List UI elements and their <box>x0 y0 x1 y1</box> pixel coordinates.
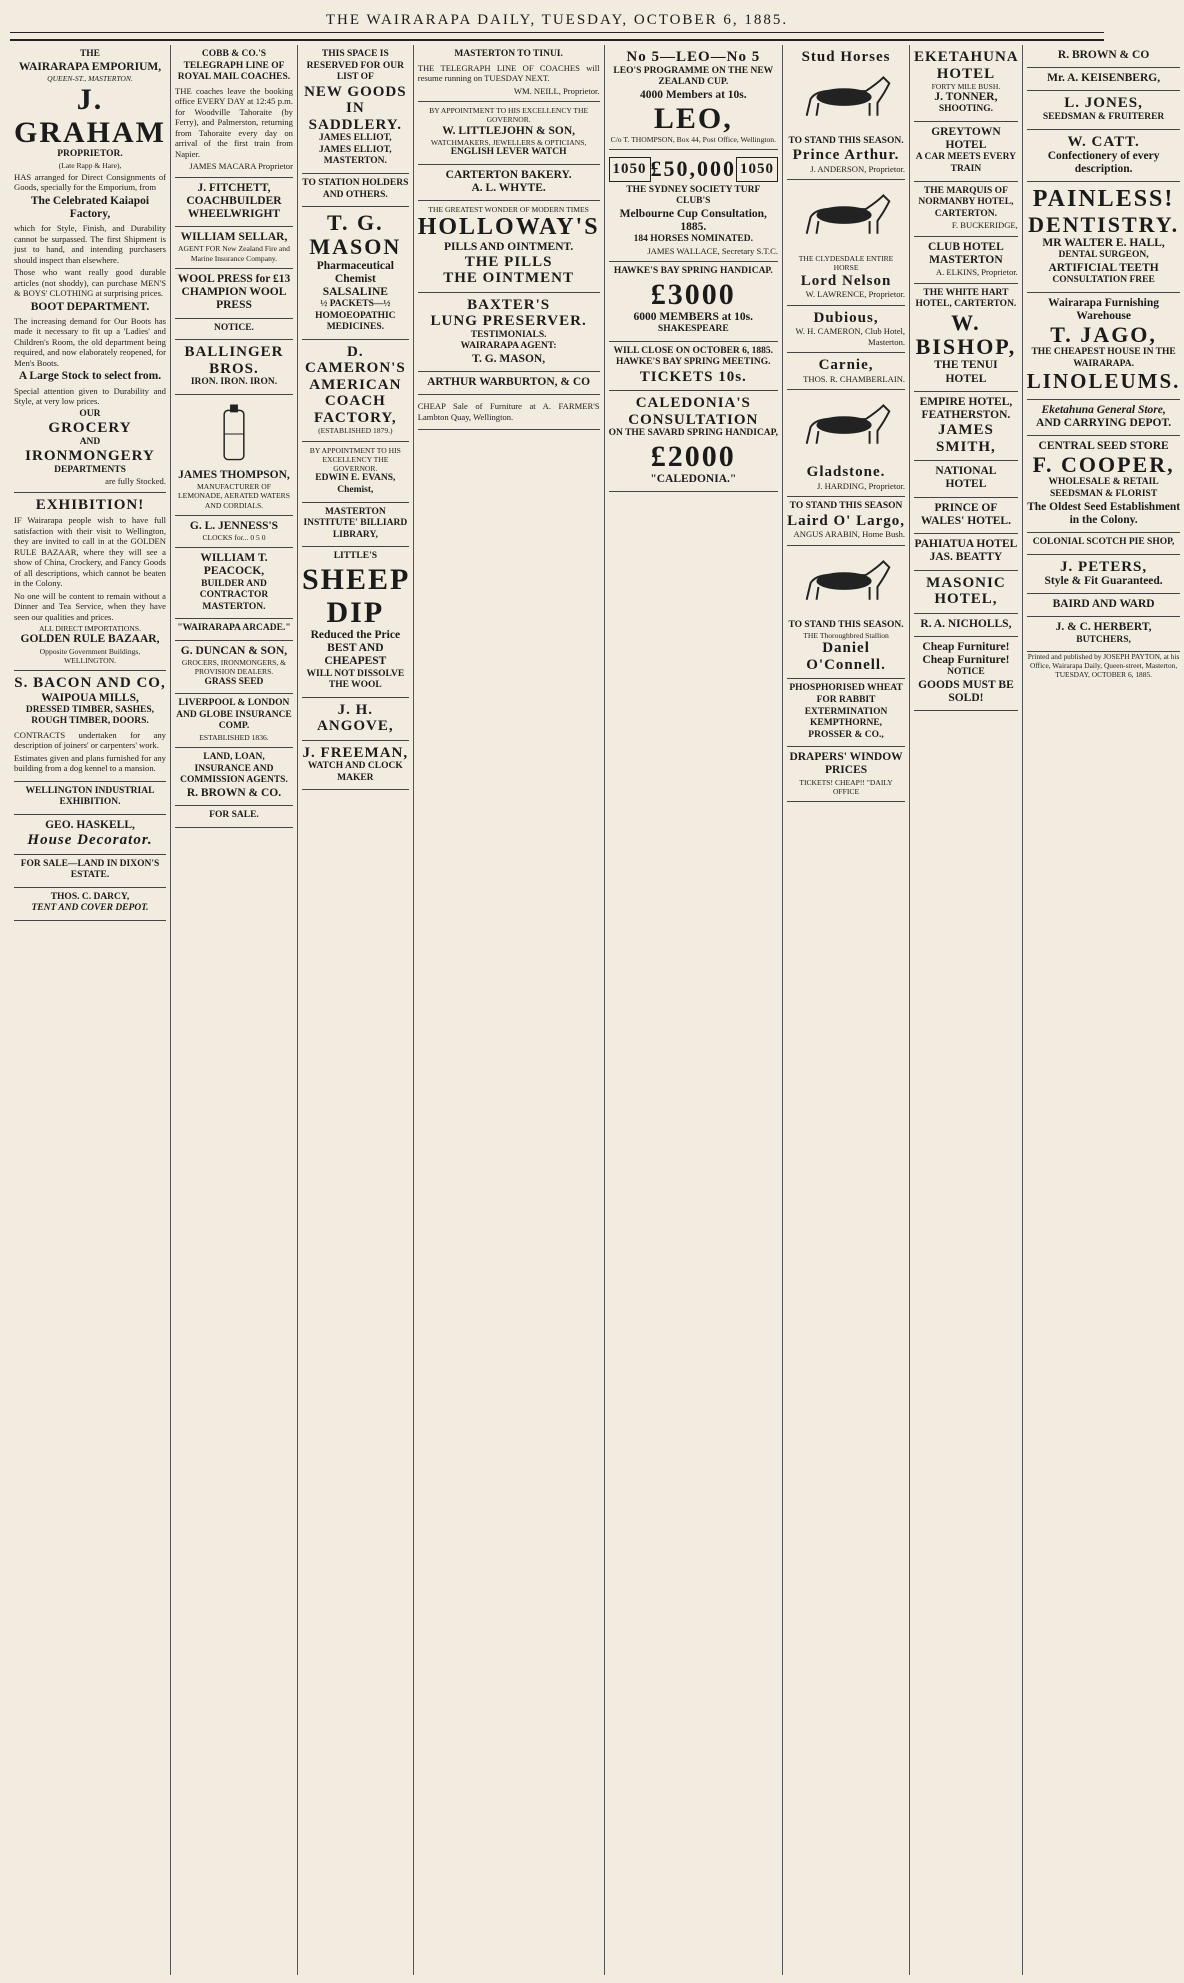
peacock-heading: WILLIAM T. PEACOCK, <box>200 552 268 578</box>
emporium-para-1: HAS arranged for Direct Consignments of Goods, specially for the Emporium, from <box>14 171 166 193</box>
evans-ad <box>302 442 409 503</box>
warburton-heading: ARTHUR WARBURTON, & CO <box>427 376 591 389</box>
holloway-heading: HOLLOWAY'S <box>417 214 600 241</box>
teeth-heading: ARTIFICIAL TEETH <box>1048 261 1159 274</box>
ballinger-ad <box>175 340 293 395</box>
tonner-heading: J. TONNER, <box>934 91 998 104</box>
bacon-heading: S. BACON AND CO, <box>14 675 166 692</box>
clyde-label: THE CLYDESDALE ENTIRE HORSE <box>798 254 894 273</box>
imprint: Printed and published by JOSEPH PAYTON, at his Office, Wairarapa Daily, Queen-street, Masterton, TUESDAY, OCTOBER 6, 1885. <box>1027 652 1180 680</box>
furniture-ad <box>914 637 1018 711</box>
iron-label: IRON. IRON. IRON. <box>190 377 278 388</box>
duncan-heading: G. DUNCAN & SON, <box>180 644 288 657</box>
catt-heading: W. CATT. <box>1067 133 1140 150</box>
arcade-heading: "WAIRARAPA ARCADE." <box>177 623 291 634</box>
leo-address: C/o T. THOMPSON, Box 44, Post Office, Wellington. <box>610 134 776 144</box>
dentistry-heading: DENTISTRY. <box>1028 211 1180 237</box>
freeman-ad <box>302 741 409 791</box>
holloway-ad <box>418 201 600 293</box>
oldest-heading: The Oldest Seed Establishment in the Colony. <box>1027 500 1181 526</box>
elliot-signature: JAMES ELLIOT, JAMES ELLIOT, MASTERTON. <box>319 133 392 167</box>
painless-heading: PAINLESS! <box>1032 186 1175 213</box>
watch-heading: WATCH AND CLOCK MAKER <box>307 761 403 783</box>
white-hart-heading: THE WHITE HART HOTEL, CARTERTON. <box>915 287 1017 310</box>
boot-heading: BOOT DEPARTMENT. <box>30 300 150 313</box>
littlejohn-sub: WATCHMAKERS, JEWELLERS & OPTICIANS, <box>430 137 587 147</box>
big-number-center: £50,000 <box>650 156 737 182</box>
national-hotel-ad <box>914 461 1018 497</box>
waipoua-heading: WAIPOUA MILLS, <box>41 691 139 704</box>
chemist-heading: Pharmaceutical Chemist <box>316 259 394 285</box>
grass-seed: GRASS SEED <box>204 676 264 687</box>
dixon-heading: FOR SALE—LAND IN DIXON'S ESTATE. <box>20 858 160 881</box>
stocked-label: are fully Stocked. <box>105 476 166 487</box>
horse-illustration-2 <box>787 188 905 250</box>
furniture-notice: NOTICE <box>947 667 985 678</box>
leo-name: LEO, <box>653 101 733 135</box>
big-number-left: 1050 <box>609 157 651 182</box>
empire-heading: EMPIRE HOTEL, FEATHERSTON. <box>919 395 1013 421</box>
cobb-heading: COBB & CO.'S TELEGRAPH LINE OF ROYAL MAIL COACHES. <box>177 49 291 83</box>
national-heading: NATIONAL HOTEL <box>935 465 997 491</box>
dental-label: DENTAL SURGEON, <box>1058 250 1149 261</box>
timber-label: DRESSED TIMBER, SASHES, ROUGH TIMBER, DOORS. <box>25 704 155 727</box>
pills-heading: PILLS AND OINTMENT. <box>444 240 574 253</box>
butchers-label: BUTCHERS, <box>1076 634 1131 645</box>
tenui-heading: THE TENUI HOTEL <box>934 359 998 385</box>
jago-ad <box>1027 293 1181 400</box>
column-6 <box>783 45 910 1975</box>
thoroughbred-label: THE Thoroughbred Stallion <box>803 631 889 641</box>
dissolve-heading: WILL NOT DISSOLVE THE WOOL <box>306 668 405 691</box>
stations-heading: TO STATION HOLDERS AND OTHERS. <box>302 177 409 200</box>
industrial-ad <box>14 782 166 815</box>
darcy-heading: THOS. C. DARCY, <box>50 891 130 902</box>
jenness-heading: G. L. JENNESS'S <box>189 519 279 532</box>
shakespeare-label: SHAKESPEARE <box>657 324 729 335</box>
best-heading: BEST AND CHEAPEST <box>324 642 387 668</box>
darcy-ad <box>14 888 166 921</box>
farmer-text: CHEAP Sale of Furniture at A. FARMER'S Lambton Quay, Wellington. <box>417 401 600 422</box>
sellar-heading: WILLIAM SELLAR, <box>180 231 288 244</box>
late-label: (Late Rapp & Hare), <box>58 160 122 170</box>
cameron-heading: D. CAMERON'S AMERICAN COACH FACTORY, <box>305 343 406 426</box>
whyte-heading: A. L. WHYTE. <box>471 181 546 194</box>
pahiatua-heading: PAHIATUA HOTEL <box>914 538 1018 551</box>
leo-ad <box>609 45 779 150</box>
tinui-ad <box>418 45 600 102</box>
wheat-ad <box>787 679 905 747</box>
prince-heading: PRINCE OF WALES' HOTEL. <box>920 501 1011 527</box>
laird-o-largo: Laird O' Largo, <box>787 512 905 529</box>
confectionery-heading: Confectionery of every description. <box>1047 150 1160 176</box>
nelson-ad <box>787 180 905 305</box>
dentistry-ad <box>1027 182 1181 292</box>
drapers-ad <box>787 747 905 802</box>
dubious-ad <box>787 306 905 353</box>
reserved-ad <box>302 45 409 174</box>
prince-arthur: Prince Arthur. <box>792 147 900 164</box>
chamberlain-signature: THOS. R. CHAMBERLAIN. <box>803 373 906 384</box>
jones-heading: L. JONES, <box>1064 95 1143 112</box>
notice-ad <box>175 319 293 341</box>
evans-heading: EDWIN E. EVANS, Chemist, <box>315 473 396 495</box>
column-2 <box>171 45 298 1975</box>
club-hotel-ad <box>914 237 1018 284</box>
stud-heading: Stud Horses <box>801 49 891 65</box>
beatty-heading: JAS. BEATTY <box>929 551 1003 564</box>
cheapest-label: THE CHEAPEST HOUSE IN THE WAIRARAPA. <box>1031 347 1176 369</box>
emporium-para-4: The increasing demand for Our Boots has made it necessary to fit up a 'Ladies' and Children's Room, the old department being required, and now elaborately reopened, for Men's Boots. <box>14 315 166 368</box>
dubious: Dubious, <box>813 309 879 326</box>
ironmongery-heading: IRONMONGERY <box>25 448 155 465</box>
seedsman-label: SEEDSMAN & FRUITERER <box>1042 111 1165 122</box>
stand-label-3: TO STAND THIS SEASON. <box>788 619 904 630</box>
eketahuna-heading: EKETAHUNA HOTEL <box>914 49 1019 82</box>
tinui-heading: MASTERTON TO TINUI. <box>454 49 563 59</box>
tent-heading: TENT AND COVER DEPOT. <box>31 903 149 914</box>
brown-heading: R. BROWN & CO. <box>186 787 282 799</box>
drapers-heading: DRAPERS' WINDOW PRICES <box>789 751 903 777</box>
column-4 <box>414 45 605 1975</box>
peters-heading: J. PETERS, <box>1060 558 1148 575</box>
bazaar-para-2: No one will be content to remain without a Dinner and Tea Service, when they have seen our qualities and prices. <box>14 590 166 622</box>
littlejohn-ad <box>418 102 600 165</box>
daniel-oconnell: Daniel O'Connell. <box>806 640 886 673</box>
emporium-para-3: Those who want really good durable articles (not shoddy), can purchase MEN'S & BOYS' CLOTHING at surprising prices. <box>14 267 166 299</box>
caledonia-amount: £2000 <box>650 439 736 473</box>
linoleums-heading: LINOLEUMS. <box>1026 369 1181 394</box>
emporium-title: WAIRARAPA EMPORIUM, <box>18 60 162 73</box>
sellar-ad <box>175 227 293 269</box>
for-sale-heading: FOR SALE. <box>209 810 259 821</box>
largo-ad <box>787 497 905 546</box>
peters-ad <box>1027 555 1181 595</box>
hawkes-amount: £3000 <box>650 277 736 311</box>
wallace-signature: JAMES WALLACE, Secretary S.T.C. <box>647 245 779 256</box>
sheep-dip-ad <box>302 547 409 697</box>
freeman-heading: J. FREEMAN, <box>302 744 409 761</box>
kaiapoi-heading: The Celebrated Kaiapoi Factory, <box>30 194 150 221</box>
haskell-ad <box>14 815 166 855</box>
white-hart-ad <box>914 284 1018 392</box>
masonic-hotel-ad <box>914 571 1018 614</box>
columns <box>10 45 1181 1975</box>
buckeridge-signature: F. BUCKERIDGE, <box>951 220 1018 231</box>
leo-members: 4000 Members at 10s. <box>639 88 747 101</box>
column-7 <box>910 45 1023 1975</box>
big-number-right: 1050 <box>736 157 778 182</box>
drapers-tickets: TICKETS! CHEAP!! "DAILY OFFICE <box>799 777 893 796</box>
land-loan-heading: LAND, LOAN, INSURANCE AND COMMISSION AGENTS. <box>180 752 288 786</box>
column-5 <box>605 45 784 1975</box>
cobb-para: THE coaches leave the booking office EVERY DAY at 12:45 p.m. for Woodville Tahoraite (by Ferry), and Palmerston, returning from Tahoraite every day on arrival of the first train from Napier. <box>174 85 293 159</box>
liverpool-ad <box>175 694 293 748</box>
club-signature: W. H. CAMERON, Club Hotel, Masterton. <box>795 326 906 347</box>
kempthorne-heading: KEMPTHORNE, PROSSER & CO., <box>808 718 884 740</box>
cameron-est: (ESTABLISHED 1879.) <box>318 426 393 436</box>
ballinger-heading: BALLINGER BROS. <box>184 344 284 377</box>
stations-ad <box>302 174 409 207</box>
packets-heading: ½ PACKETS—½ <box>320 299 391 310</box>
tinui-para: THE TELEGRAPH LINE OF COACHES will resume running on TUESDAY NEXT. <box>417 62 600 84</box>
bakery-ad <box>418 165 600 201</box>
fitchett-heading: J. FITCHETT, COACHBUILDER WHEELWRIGHT <box>186 181 282 221</box>
stand-label-2: TO STAND THIS SEASON <box>789 500 903 511</box>
the-label: THE <box>79 49 101 59</box>
caledonia-sub: ON THE SAVARD SPRING HANDICAP, <box>608 428 778 439</box>
prince-hotel-ad <box>914 498 1018 534</box>
emporium-para-5: Special attention given to Durability and Style, at very low prices. <box>14 385 166 407</box>
horse-illustration-3 <box>787 398 905 460</box>
hawkes-ad <box>609 262 779 341</box>
bazaar-para-1: IF Wairarapa people wish to have full satisfaction with their visit to Wellington, they are invited to call in at the GOLDEN RULE BAZAAR, where they will see a show of China, Crockery, and Fancy Goods of all descriptions, which cannot be beaten in the Colony. <box>14 515 166 589</box>
column-3 <box>298 45 414 1975</box>
jago-heading: T. JAGO, <box>1050 322 1157 348</box>
nicholls-ad <box>914 614 1018 637</box>
industrial-heading: WELLINGTON INDUSTRIAL EXHIBITION. <box>25 785 155 808</box>
anderson-signature: J. ANDERSON, Proprietor. <box>810 163 906 174</box>
duncan-ad <box>175 641 293 694</box>
notice-heading: NOTICE. <box>214 322 254 333</box>
emporium-para-2: which for Style, Finish, and Durability cannot be surpassed. The first Shipment is just to hand, and intending purchasers should inspect than elsewhere. <box>14 223 166 265</box>
pahiatua-hotel-ad <box>914 534 1018 570</box>
arabin-signature: ANGUS ARABIN, Home Bush. <box>793 529 906 540</box>
reserved-text: THIS SPACE IS RESERVED FOR OUR LIST OF <box>306 49 404 83</box>
sellar-agent: AGENT FOR New Zealand Fire and Marine Insurance Company. <box>178 244 290 263</box>
masthead <box>10 8 1104 41</box>
littlejohn-appoint: BY APPOINTMENT TO HIS EXCELLENCY THE GOVERNOR. <box>429 106 589 125</box>
oconnell-ad <box>787 546 905 680</box>
bacon-para-1: CONTRACTS undertaken for any description of joiners' or carpenters' work. <box>14 729 166 751</box>
testimonials-heading: TESTIMONIALS. <box>470 329 547 340</box>
cameron-ad <box>302 340 409 442</box>
cooper-heading: F. COOPER, <box>1032 452 1175 478</box>
jenness-ad <box>175 516 293 548</box>
warburton-ad <box>418 372 600 395</box>
sydney-ad <box>609 150 779 262</box>
horse-illustration-1 <box>787 70 905 132</box>
angove-ad <box>302 698 409 741</box>
stud-ad <box>787 45 905 180</box>
carrying-heading: AND CARRYING DEPOT. <box>1036 416 1172 429</box>
melbourne-heading: Melbourne Cup Consultation, 1885. <box>619 207 767 233</box>
lawrence-signature: W. LAWRENCE, Proprietor. <box>805 289 906 300</box>
reduced-heading: Reduced the Price <box>310 628 401 641</box>
for-sale-ad <box>175 806 293 828</box>
cobb-signature: JAMES MACARA Proprietor <box>189 161 293 172</box>
baxter-ad <box>418 293 600 372</box>
central-seed-heading: CENTRAL SEED STORE <box>1038 439 1169 452</box>
greytown-hotel-ad <box>914 122 1018 182</box>
evans-appoint: BY APPOINTMENT TO HIS EXCELLENCY THE GOVERNOR. <box>309 445 401 474</box>
masonic-heading: MASONIC HOTEL, <box>926 574 1006 607</box>
imports-label: ALL DIRECT IMPORTATIONS. <box>38 624 142 634</box>
agents-label: WAIRARAPA AGENT: <box>460 341 557 352</box>
carnie: Carnie, <box>818 357 874 374</box>
hawkes-heading: HAWKE'S BAY SPRING HANDICAP. <box>613 266 773 277</box>
liverpool-heading: LIVERPOOL & LONDON AND GLOBE INSURANCE COMP. <box>176 698 292 732</box>
club-heading: CLUB HOTEL MASTERTON <box>928 240 1004 267</box>
gladstone: Gladstone. <box>806 464 886 480</box>
eketahuna-hotel-ad <box>914 45 1018 122</box>
tinui-signature: WM. NEILL, Proprietor. <box>513 85 600 96</box>
salsaline-heading: SALSALINE <box>322 285 388 298</box>
masthead-title: THE WAIRARAPA DAILY, TUESDAY, OCTOBER 6, 1885. <box>325 12 789 28</box>
grocery-heading: GROCERY <box>48 420 132 437</box>
furniture-heading: Cheap Furniture! Cheap Furniture! <box>922 640 1010 666</box>
style-heading: Style & Fit Guaranteed. <box>1044 575 1163 588</box>
pie-shop-heading: COLONIAL SCOTCH PIE SHOP, <box>1032 536 1175 547</box>
greytown-heading: GREYTOWN HOTEL <box>931 126 1001 152</box>
haskell-heading: GEO. HASKELL, <box>45 819 135 831</box>
greatest-label: THE GREATEST WONDER OF MODERN TIMES <box>428 205 589 215</box>
smith-heading: JAMES SMITH, <box>936 422 996 455</box>
tgmason-heading: T. G. MASON, <box>472 353 546 366</box>
forty-mile-label: FORTY MILE BUSH. <box>931 82 1001 91</box>
horse-illustration-4 <box>787 554 905 616</box>
departments-label: DEPARTMENTS <box>54 464 126 475</box>
fitchett-ad <box>175 178 293 228</box>
the-pills-heading: THE PILLS <box>464 253 553 270</box>
mason-heading: T. G. MASON <box>309 210 402 260</box>
column-1 <box>10 45 171 1975</box>
dixon-ad <box>14 855 166 888</box>
lord-nelson: Lord Nelson <box>800 272 892 289</box>
caledonia-name: "CALEDONIA." <box>650 472 737 485</box>
lung-heading: LUNG PRESERVER. <box>430 313 587 330</box>
emporium-location: QUEEN-ST., MASTERTON. <box>47 73 133 83</box>
big-numbers-row <box>609 154 779 185</box>
baird-heading: BAIRD AND WARD <box>1052 598 1155 611</box>
leo-programme: LEO'S PROGRAMME ON THE NEW ZEALAND CUP. <box>613 65 774 88</box>
wheat-heading: PHOSPHORISED WHEAT FOR RABBIT EXTERMINATION <box>789 683 903 717</box>
baird-ad <box>1027 594 1181 617</box>
stock-heading: A Large Stock to select from. <box>18 370 162 383</box>
golden-rule-heading: GOLDEN RULE BAZAAR, <box>20 633 160 646</box>
bacon-ad <box>14 671 166 782</box>
column-8 <box>1023 45 1184 1975</box>
builder-label: BUILDER AND CONTRACTOR MASTERTON. <box>199 578 269 612</box>
keisenberg-heading: Mr. A. KEISENBERG, <box>1047 72 1161 85</box>
keisenberg-ad <box>1027 68 1181 91</box>
tickets-heading: TICKETS 10s. <box>639 368 747 385</box>
bottle-illustration <box>175 403 293 465</box>
brown-heading: R. BROWN & CO <box>1057 49 1150 61</box>
stand-label-1: TO STAND THIS SEASON. <box>788 135 904 146</box>
nicholls-heading: R. A. NICHOLLS, <box>920 617 1012 630</box>
spring-heading: HAWKE'S BAY SPRING MEETING. <box>616 357 771 368</box>
catt-ad <box>1027 130 1181 183</box>
hawkes-members: 6000 MEMBERS at 10s. <box>633 310 754 323</box>
graham-name: J. GRAHAM <box>14 83 166 150</box>
leo-heading: No 5—LEO—No 5 <box>626 49 761 65</box>
jones-ad <box>1027 91 1181 129</box>
and-label: AND <box>79 436 101 447</box>
emporium-ad <box>14 45 166 493</box>
thompson-ad <box>175 395 293 516</box>
exhibition-heading: EXHIBITION! <box>35 496 145 513</box>
caledonia-heading: CALEDONIA'S CONSULTATION <box>628 395 759 428</box>
baxter-heading: BAXTER'S <box>467 296 551 313</box>
littlejohn-heading: W. LITTLEJOHN & SON, <box>442 124 576 137</box>
thompson-heading: JAMES THOMPSON, <box>178 468 290 481</box>
lemonade-label: MANUFACTURER OF LEMONADE, AERATED WATERS AND CORDIALS. <box>178 482 290 510</box>
mason-ad <box>302 207 409 340</box>
institute-heading: MASTERTON INSTITUTE' BILLIARD LIBRARY, <box>303 506 408 540</box>
shooting-heading: SHOOTING. <box>938 104 993 115</box>
peacock-ad <box>175 548 293 619</box>
our-label: OUR <box>79 408 101 419</box>
goods-sold: GOODS MUST BE SOLD! <box>918 678 1014 704</box>
consult-label: CONSULTATION FREE <box>1052 275 1155 286</box>
caledonia-ad <box>609 391 779 492</box>
harding-signature: J. HARDING, Proprietor. <box>816 480 906 491</box>
wool-heading: WOOL PRESS for £13 <box>177 272 291 285</box>
hall-heading: MR WALTER E. HALL, <box>1042 237 1165 250</box>
will-close: WILL CLOSE ON OCTOBER 6, 1885. <box>613 345 774 356</box>
elkins-signature: A. ELKINS, Proprietor. <box>935 267 1018 278</box>
car-label: A CAR MEETS EVERY TRAIN <box>915 152 1017 175</box>
carnie-ad <box>787 353 905 390</box>
gladstone-ad <box>787 390 905 497</box>
horses-heading: 184 HORSES NOMINATED. <box>633 234 753 245</box>
seed-store-ad <box>1027 436 1181 533</box>
cobb-ad <box>175 45 293 178</box>
brown-ad <box>1027 45 1181 68</box>
bakery-heading: CARTERTON BAKERY. <box>445 168 572 181</box>
empire-hotel-ad <box>914 392 1018 461</box>
eketahuna-store-ad <box>1027 400 1181 436</box>
furnishing-heading: Wairarapa Furnishing Warehouse <box>1048 296 1160 322</box>
clocks-line: CLOCKS for... 0 5 0 <box>202 532 266 542</box>
bishop-heading: W. BISHOP, <box>915 309 1017 360</box>
the-ointment-heading: THE OINTMENT <box>443 270 575 287</box>
proprietor-label: PROPRIETOR. <box>57 149 123 160</box>
pie-shop-ad <box>1027 533 1181 555</box>
homoeo-heading: HOMOEOPATHIC MEDICINES. <box>315 310 396 333</box>
land-loan-ad <box>175 748 293 806</box>
bazaar-ad <box>14 493 166 671</box>
masthead-rule <box>10 32 1104 33</box>
wholesale-label: WHOLESALE & RETAIL SEEDSMAN & FLORIST <box>1048 477 1159 499</box>
marquis-hotel-ad <box>914 182 1018 237</box>
herbert-ad <box>1027 617 1181 652</box>
institute-ad <box>302 503 409 548</box>
eketahuna-store-heading: Eketahuna General Store, <box>1041 403 1166 416</box>
saddlery-heading: NEW GOODS IN SADDLERY. <box>304 83 407 133</box>
spring-meeting-ad <box>609 342 779 392</box>
sydney-heading: THE SYDNEY SOCIETY TURF CLUB'S <box>626 184 761 207</box>
opposite-label: Opposite Government Buildings, WELLINGTON. <box>39 646 141 665</box>
little-label: LITTLE'S <box>333 551 377 562</box>
marquis-heading: THE MARQUIS OF NORMANBY HOTEL, CARTERTON. <box>918 185 1014 219</box>
lever-heading: ENGLISH LEVER WATCH <box>450 147 567 157</box>
angove-heading: J. H. ANGOVE, <box>317 701 394 735</box>
decorator-heading: House Decorator. <box>27 832 153 849</box>
champion-heading: CHAMPION WOOL PRESS <box>181 286 287 312</box>
wool-press-ad <box>175 269 293 319</box>
duncan-sub: GROCERS, IRONMONGERS, & PROVISION DEALERS. <box>181 658 287 677</box>
sheep-dip-heading: SHEEP DIP <box>301 562 411 629</box>
farmer-ad <box>418 395 600 430</box>
bacon-para-2: Estimates given and plans furnished for any building from a dog kennel to a mansion. <box>14 752 166 774</box>
arcade-ad <box>175 619 293 641</box>
herbert-heading: J. & C. HERBERT, <box>1055 621 1152 634</box>
liverpool-established: ESTABLISHED 1836. <box>199 733 269 743</box>
